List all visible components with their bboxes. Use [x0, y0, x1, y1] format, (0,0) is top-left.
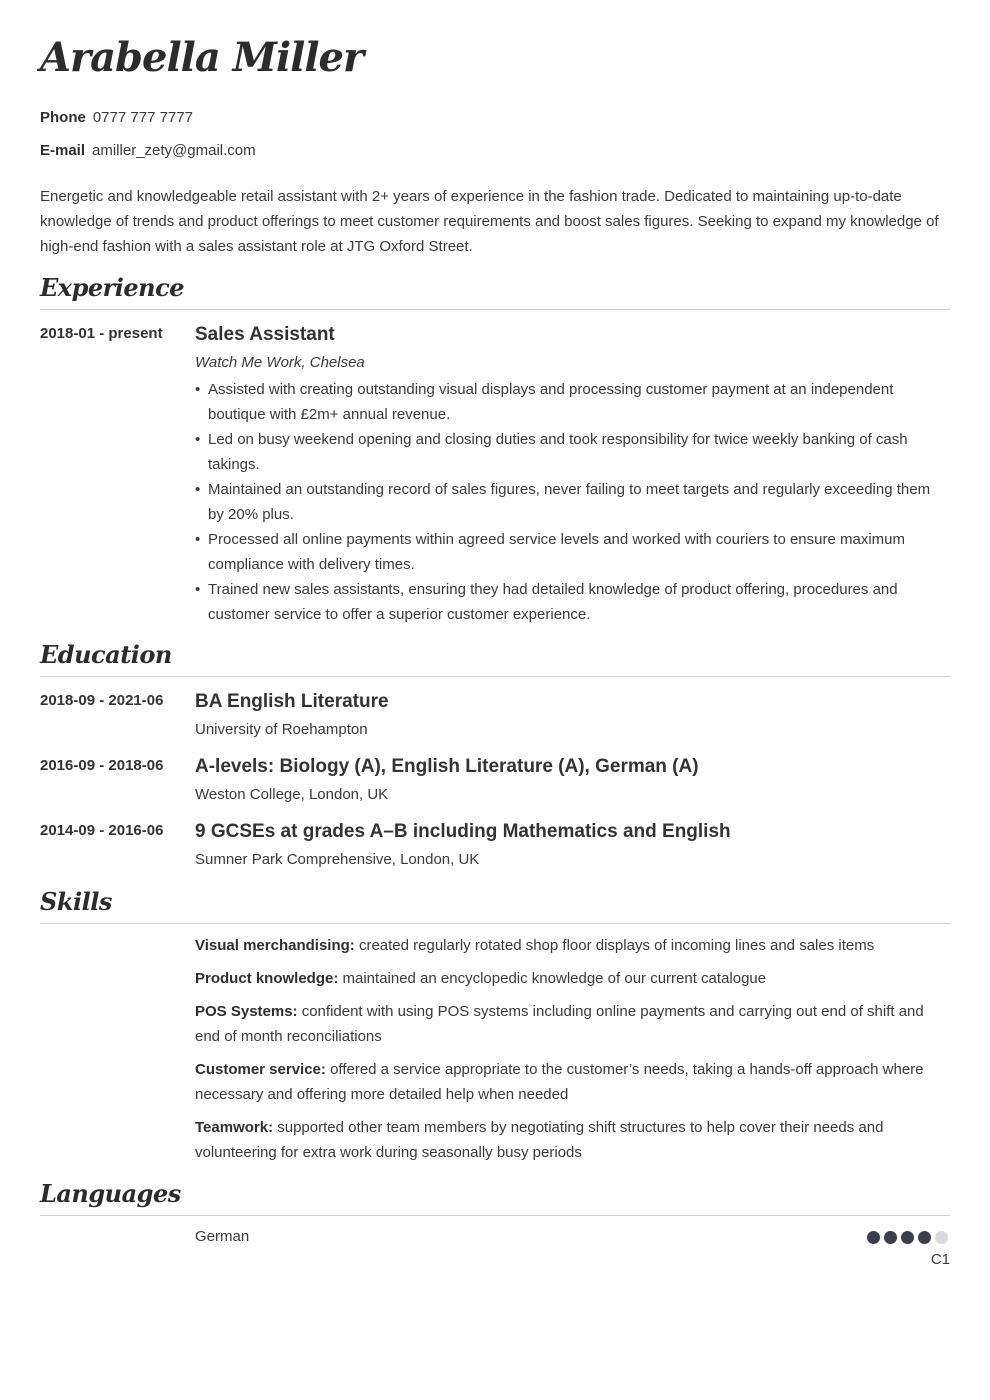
responsibility-item: • Led on busy weekend opening and closing duties and took responsibility for twice weekly banking of cash takings. — [195, 427, 950, 477]
profile-summary: Energetic and knowledgeable retail assistant with 2+ years of experience in the fashion trade. Dedicated to maintaining up-to-date knowledge of trends and product offerings to meet customer requirements and boost sales figures. Seeking to expand my knowledge of high-end fashion with a sales assistant role at JTG Oxford Street. — [40, 188, 939, 255]
experience-content — [195, 324, 950, 627]
rating-dot-filled — [867, 1231, 880, 1244]
responsibility-item: • Assisted with creating outstanding visual displays and processing customer payment at an independent boutique with £2m+ annual revenue. — [195, 377, 950, 427]
school-name: University of Roehampton — [195, 721, 368, 738]
rating-dot-empty — [935, 1231, 948, 1244]
skill-description: maintained an encyclopedic knowledge of our current catalogue — [338, 970, 767, 987]
skill-item — [195, 1115, 935, 1165]
email-label: E-mail — [40, 142, 86, 159]
email-value: amiller_zety@gmail.com — [92, 142, 256, 159]
education-dates: 2016-09 - 2018-06 — [40, 757, 164, 774]
skill-description: supported other team members by negotiating shift structures to help cover their needs and volunteering for extra work during seasonally busy periods — [195, 1119, 884, 1161]
responsibility-item: • Trained new sales assistants, ensuring they had detailed knowledge of product offering, procedures and customer service to offer a superior customer experience. — [195, 577, 950, 627]
rating-dot-filled — [884, 1231, 897, 1244]
section-title-education: Education — [40, 639, 950, 677]
skill-name: Visual merchandising: — [195, 937, 355, 954]
skill-description: offered a service appropriate to the customer’s needs, taking a hands-off approach where necessary and offering more detailed help when needed — [195, 1061, 924, 1103]
email-line — [40, 142, 256, 159]
school-name: Sumner Park Comprehensive, London, UK — [195, 851, 480, 868]
phone-line — [40, 109, 193, 126]
section-title-skills: Skills — [40, 886, 950, 924]
skill-item — [195, 999, 935, 1049]
section-title-experience: Experience — [40, 272, 950, 310]
rating-dot-filled — [918, 1231, 931, 1244]
degree-title: BA English Literature — [195, 691, 389, 712]
candidate-name: Arabella Miller — [40, 34, 364, 81]
degree-title: 9 GCSEs at grades A–B including Mathematics and English — [195, 821, 731, 842]
phone-value: 0777 777 7777 — [92, 109, 193, 126]
education-content — [195, 756, 950, 805]
experience-dates: 2018-01 - present — [40, 325, 163, 342]
phone-label: Phone — [40, 109, 86, 126]
skill-name: Customer service: — [195, 1061, 326, 1078]
education-content — [195, 691, 950, 740]
skill-description: confident with using POS systems including online payments and carrying out end of shift and end of month reconciliations — [195, 1003, 924, 1045]
language-name: German — [195, 1228, 250, 1245]
school-name: Weston College, London, UK — [195, 786, 389, 803]
skill-name: POS Systems: — [195, 1003, 298, 1020]
education-dates: 2018-09 - 2021-06 — [40, 692, 164, 709]
skill-item — [195, 1057, 935, 1107]
section-title-languages: Languages — [40, 1178, 950, 1216]
responsibility-list — [195, 377, 950, 627]
skill-item — [195, 966, 935, 991]
employer: Watch Me Work, Chelsea — [195, 354, 365, 371]
skill-name: Product knowledge: — [195, 970, 339, 987]
job-title: Sales Assistant — [195, 324, 335, 345]
education-content — [195, 821, 950, 870]
responsibility-item: • Maintained an outstanding record of sales figures, never failing to meet targets and regularly exceeding them by 20% plus. — [195, 477, 950, 527]
language-level: C1 — [930, 1251, 950, 1268]
skill-item — [195, 933, 935, 958]
language-rating — [867, 1231, 948, 1245]
degree-title: A-levels: Biology (A), English Literature (A), German (A) — [195, 756, 699, 777]
skill-description: created regularly rotated shop floor displays of incoming lines and sales items — [354, 937, 875, 954]
rating-dot-filled — [901, 1231, 914, 1244]
responsibility-item: • Processed all online payments within agreed service levels and worked with couriers to ensure maximum compliance with delivery times. — [195, 527, 950, 577]
education-dates: 2014-09 - 2016-06 — [40, 822, 164, 839]
skill-name: Teamwork: — [195, 1119, 274, 1136]
